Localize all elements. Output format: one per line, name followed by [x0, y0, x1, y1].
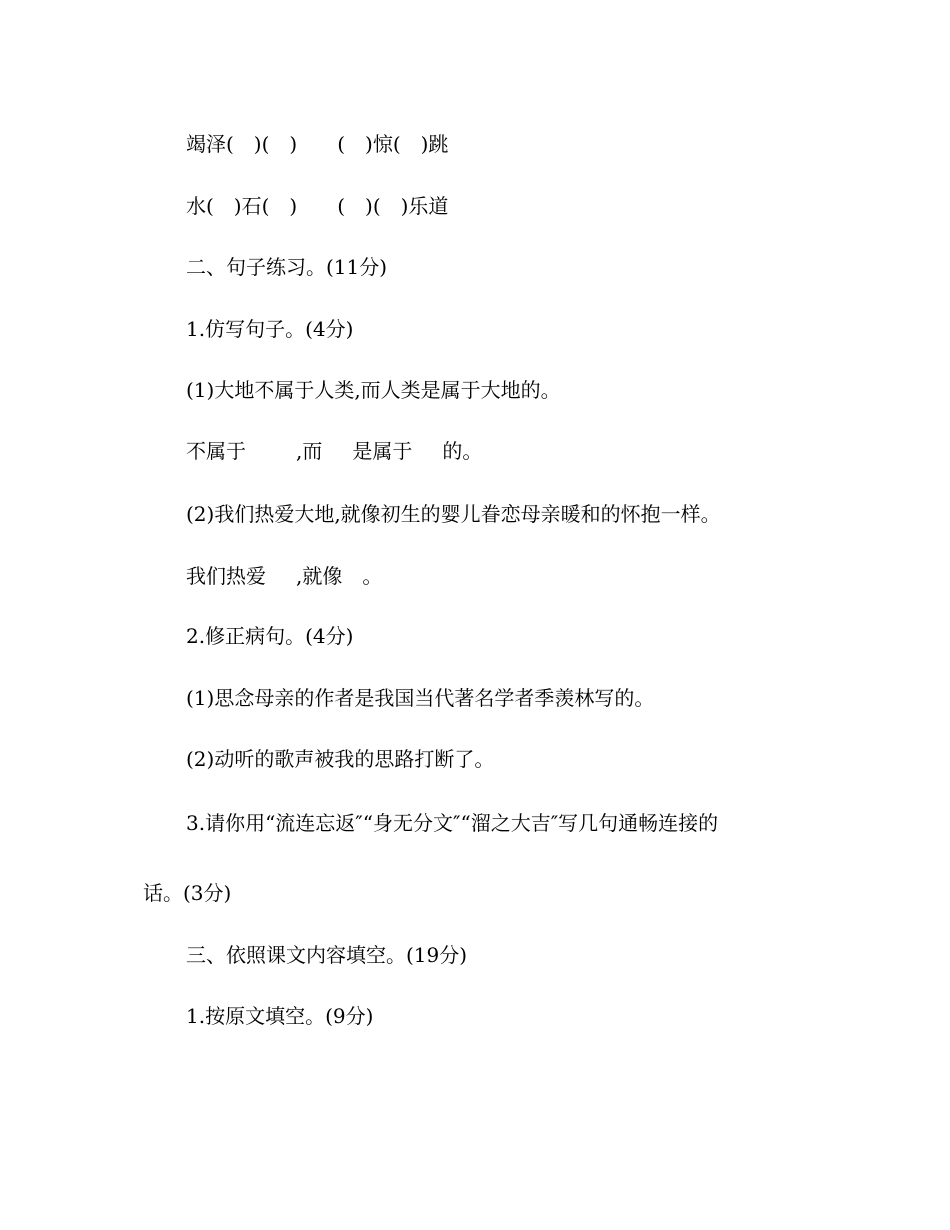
- fill-in-sentence-2: 我们热爱 ,就像 。: [186, 564, 383, 588]
- example-sentence-2: (2)我们热爱大地,就像初生的婴儿眷恋母亲暖和的怀抱一样。: [186, 502, 721, 526]
- section-heading-2: 二、句子练习。(11分): [186, 255, 388, 279]
- question-heading-1: 1.仿写句子。(4分): [186, 317, 354, 341]
- example-sentence-1: (1)大地不属于人类,而人类是属于大地的。: [186, 378, 561, 402]
- question-heading-3-1: 1.按原文填空。(9分): [186, 1004, 374, 1028]
- section-heading-3: 三、依照课文内容填空。(19分): [186, 943, 468, 967]
- question-heading-2: 2.修正病句。(4分): [186, 624, 354, 648]
- idiom-fill-line-1: 竭泽( )( ) ( )惊( )跳: [186, 132, 449, 156]
- idiom-fill-line-2: 水( )石( ) ( )( )乐道: [186, 194, 449, 218]
- question-3-line-1: 3.请你用“流连忘返″“身无分文″“溜之大吉″写几句通畅连接的: [186, 811, 719, 835]
- faulty-sentence-1: (1)思念母亲的作者是我国当代著名学者季羡林写的。: [186, 686, 655, 710]
- fill-in-sentence-1: 不属于 ,而 是属于 的。: [186, 439, 483, 463]
- question-3-line-2: 话。(3分): [143, 881, 232, 905]
- faulty-sentence-2: (2)动听的歌声被我的思路打断了。: [186, 747, 495, 771]
